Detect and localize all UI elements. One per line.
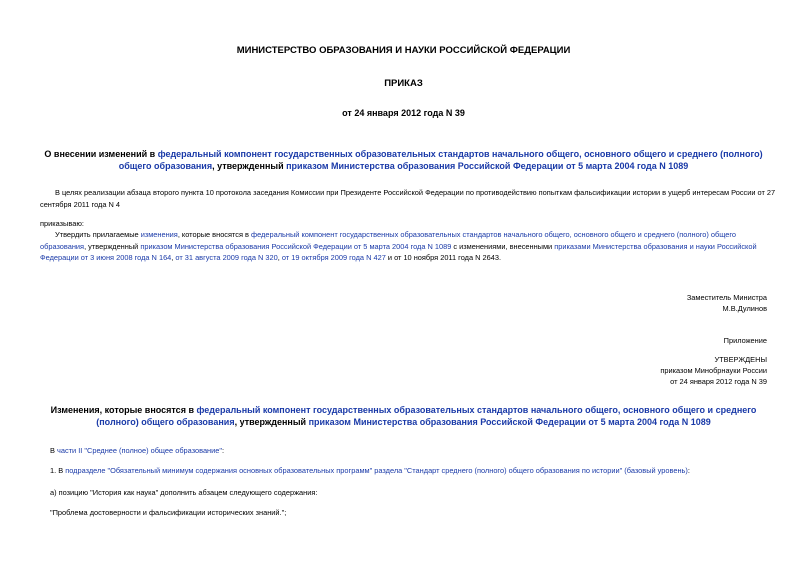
title-link-order-1089[interactable]: приказом Министерства образования Российской Федерации от 5 марта 2004 года N 1089 — [286, 161, 689, 171]
p3-link-order-164[interactable]: приказами Министерства образования и науки Российской Федерации от 3 июня 2008 года N 164 — [40, 241, 757, 262]
title-mid: , утвержденный — [212, 161, 287, 171]
body-paragraph-order-word: приказываю: — [40, 219, 84, 228]
p3-text-d: с изменениями, внесенными — [451, 241, 555, 251]
changes-title — [40, 404, 767, 428]
i1-text-b: : — [222, 446, 225, 455]
signature-position: Заместитель Министра — [686, 293, 767, 302]
approval-by: приказом Минобрнауки России — [660, 366, 767, 375]
i2-link-subsection[interactable]: подразделе "Обязательный минимум содержания основных образовательных программ" раздела "Стандарт среднего (полного) общего образования по истории" (базовый уровень) — [65, 466, 688, 475]
approval-block — [660, 354, 767, 387]
change-item-part-2 — [50, 446, 224, 455]
p3-text-g: и от 10 ноября 2011 года N 2643. — [385, 253, 502, 262]
ministry-heading: МИНИСТЕРСТВО ОБРАЗОВАНИЯ И НАУКИ РОССИЙСКОЙ ФЕДЕРАЦИИ — [236, 45, 571, 56]
p3-link-order-1089[interactable]: приказом Министерства образования Российской Федерации от 5 марта 2004 года N 1089 — [140, 241, 452, 251]
document-type-heading: ПРИКАЗ — [384, 78, 423, 89]
changes-title-link-order-1089[interactable]: приказом Министерства образования Российской Федерации от 5 марта 2004 года N 1089 — [308, 417, 711, 427]
order-date: от 24 января 2012 года N 39 — [342, 108, 465, 118]
appendix-label: Приложение — [723, 336, 767, 345]
i2-text-a: 1. В — [50, 466, 66, 475]
p3-link-standard[interactable]: федеральный компонент государственных образовательных стандартов начального общего, основного общего и среднего (полного) общего образования — [40, 230, 736, 251]
p3-text-c: , утвержденный — [84, 241, 141, 251]
change-item-quote: "Проблема достоверности и фальсификации исторических знаний."; — [50, 508, 287, 517]
order-title — [40, 148, 767, 172]
p3-text-e: , — [171, 253, 176, 262]
signature-block — [687, 292, 767, 314]
title-link-standard[interactable]: федеральный компонент государственных образовательных стандартов начального общего, основного общего и среднего (полного) общего образования — [118, 149, 763, 171]
i1-text-a: В — [50, 446, 57, 455]
i1-link-part-2[interactable]: части II "Среднее (полное) общее образование" — [56, 446, 223, 455]
approval-date: от 24 января 2012 года N 39 — [670, 377, 767, 386]
title-prefix: О внесении изменений в — [44, 149, 158, 159]
p3-text-a: Утвердить прилагаемые — [55, 230, 141, 239]
p3-link-order-320[interactable]: от 31 августа 2009 года N 320 — [175, 253, 278, 262]
p3-link-changes[interactable]: изменения — [140, 230, 178, 239]
i2-text-b: : — [687, 466, 690, 475]
changes-title-mid: , утвержденный — [234, 417, 309, 427]
change-item-1a: а) позицию "История как наука" дополнить абзацем следующего содержания: — [50, 488, 318, 497]
p3-text-b: , которые вносятся в — [177, 230, 252, 239]
body-paragraph-purpose: В целях реализации абзаца второго пункта 10 протокола заседания Комиссии при Президенте Российской Федерации по противодействию попыткам фальсификации истории в ущерб интересам России от 27 сентября 2011 года N 4 — [40, 188, 776, 209]
approval-status: УТВЕРЖДЕНЫ — [714, 355, 767, 364]
change-item-1 — [50, 466, 690, 475]
changes-title-prefix: Изменения, которые вносятся в — [50, 405, 197, 415]
changes-title-link-standard[interactable]: федеральный компонент государственных образовательных стандартов начального общего, основного общего и среднего (полного) общего образования — [96, 405, 757, 427]
body-paragraph-approve — [40, 229, 780, 264]
signature-name: М.В.Дулинов — [722, 304, 767, 313]
p3-text-f: , — [277, 253, 282, 262]
p3-link-order-427[interactable]: от 19 октября 2009 года N 427 — [281, 253, 386, 262]
